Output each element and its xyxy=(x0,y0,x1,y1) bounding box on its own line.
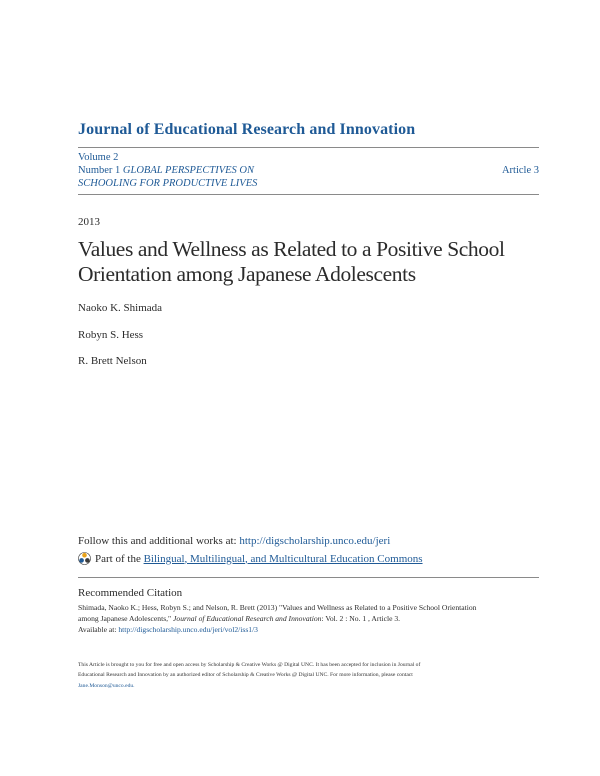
follow-url-link[interactable]: http://digscholarship.unco.edu/jeri xyxy=(239,535,391,547)
citation-line-2-rest: : Vol. 2 : No. 1 , Article 3. xyxy=(321,614,401,623)
follow-label: Follow this and additional works at: xyxy=(78,535,240,547)
follow-line xyxy=(78,535,390,547)
issue-line-1[interactable] xyxy=(78,164,254,178)
issue-line-2[interactable] xyxy=(78,177,257,191)
paper-title: Values and Wellness as Related to a Positive School Orientation among Japanese Adolescents xyxy=(78,237,505,286)
footer-line-1: This Article is brought to you for free and open access by Scholarship & Creative Works @ Digital UNC. It has been accepted for inclusion in Journal of xyxy=(78,662,421,668)
citation-url-link[interactable]: http://digscholarship.unco.edu/jeri/vol2/iss1/3 xyxy=(118,625,258,634)
footer-line-2: Educational Research and Innovation by an authorized editor of Scholarship & Creative Works @ Digital UNC. For more information, please contact xyxy=(78,672,413,679)
commons-link[interactable]: Bilingual, Multilingual, and Multicultural Education Commons xyxy=(143,552,423,565)
available-at-label: Available at: xyxy=(78,625,119,634)
journal-title[interactable]: Journal of Educational Research and Innovation xyxy=(78,121,416,138)
citation-rule xyxy=(78,577,539,578)
citation-line-3 xyxy=(78,624,548,635)
part-of-label: Part of the xyxy=(95,552,141,565)
recommended-citation-heading: Recommended Citation xyxy=(78,587,183,599)
footer-notice xyxy=(78,660,548,691)
citation-line-2 xyxy=(78,613,548,624)
issue-theme-line-2[interactable]: SCHOOLING FOR PRODUCTIVE LIVES xyxy=(78,178,258,189)
commons-network-icon xyxy=(78,552,91,565)
author-3: R. Brett Nelson xyxy=(78,355,147,367)
header-rule-top xyxy=(78,147,539,148)
issue-number[interactable]: Number 1 xyxy=(78,165,121,176)
header-rule-bottom xyxy=(78,194,539,195)
citation-line-1: Shimada, Naoko K.; Hess, Robyn S.; and Nelson, R. Brett (2013) "Values and Wellness as Related to a Positive School Orientation xyxy=(78,603,477,612)
citation-journal-name: Journal of Educational Research and Innovation xyxy=(173,614,322,623)
citation-line-2-plain: among Japanese Adolescents," xyxy=(78,614,174,623)
issue-theme-line-1[interactable]: GLOBAL PERSPECTIVES ON xyxy=(122,165,254,176)
part-of-line xyxy=(78,552,423,565)
publication-year: 2013 xyxy=(78,216,100,228)
author-2: Robyn S. Hess xyxy=(78,329,144,341)
volume-label[interactable]: Volume 2 xyxy=(78,152,119,163)
citation-block xyxy=(78,602,548,635)
author-1: Naoko K. Shimada xyxy=(78,302,163,314)
footer-email-link[interactable]: Jane.Monson@unco.edu. xyxy=(78,682,135,689)
article-number[interactable]: Article 3 xyxy=(501,165,539,176)
